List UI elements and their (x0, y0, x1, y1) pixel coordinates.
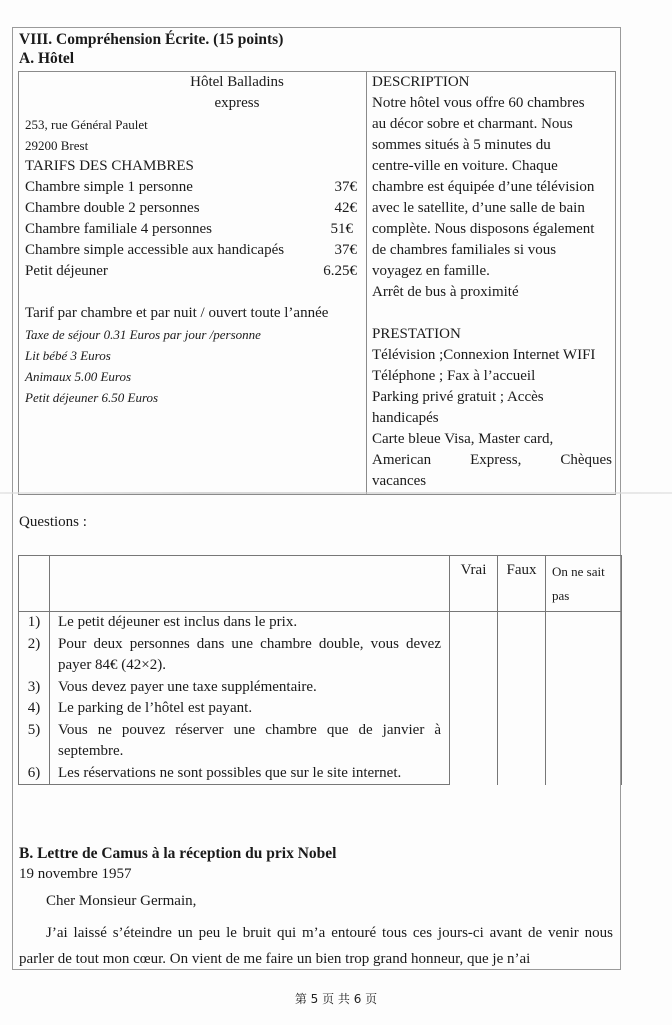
exam-section-box (12, 27, 621, 970)
description-line: voyagez en famille. (372, 263, 490, 279)
rate-note: Tarif par chambre et par nuit / ouvert toute l’année (25, 305, 329, 321)
question-text: Le petit déjeuner est inclus dans le prix. (50, 612, 450, 634)
rate-price: 37€ (334, 179, 357, 195)
hotel-name (25, 72, 359, 114)
prestation-line: handicapés (372, 410, 439, 426)
question-row (19, 612, 622, 634)
extra-item: Lit bébé 3 Euros (25, 348, 111, 363)
question-text: Vous devez payer une taxe supplémentaire. (50, 677, 450, 699)
description-line: Arrêt de bus à proximité (372, 284, 519, 300)
rate-row (25, 219, 359, 240)
address-line1: 253, rue Général Paulet (25, 117, 148, 132)
section-title: VIII. Compréhension Écrite. (15 points) (19, 31, 284, 48)
header-num-cell (19, 556, 50, 612)
questions-label: Questions : (19, 514, 87, 530)
question-text: Vous ne pouvez réserver une chambre que de janvier à septembre. (50, 720, 450, 763)
rate-label: Chambre familiale 4 personnes (25, 221, 213, 237)
page-number: 第 5 页 共 6 页 (294, 992, 378, 1006)
rate-row (25, 240, 359, 261)
hotel-name-line2: express (214, 95, 260, 111)
rate-price: 42€ (334, 200, 357, 216)
description-line: de chambres familiales si vous (372, 242, 557, 258)
letter-salutation: Cher Monsieur Germain, (46, 893, 197, 909)
rate-price: 51€ (330, 221, 353, 237)
rate-row (25, 261, 359, 282)
part-a-title: A. Hôtel (19, 50, 75, 67)
extra-item: Taxe de séjour 0.31 Euros par jour /personne (25, 327, 261, 342)
description-line: au décor sobre et charmant. Nous (372, 116, 573, 132)
answer-vrai-cell[interactable] (450, 612, 498, 785)
question-text: Pour deux personnes dans une chambre double, vous devez payer 84€ (42×2). (50, 634, 450, 677)
answer-on-ne-sait-pas-cell[interactable] (546, 612, 622, 785)
header-on-ne-sait-pas: On ne sait pas (546, 556, 622, 612)
rate-label: Chambre double 2 personnes (25, 200, 200, 216)
prestation-line: Parking privé gratuit ; Accès (372, 389, 544, 405)
question-number: 6) (19, 763, 50, 785)
description-title: DESCRIPTION (372, 74, 470, 90)
questions-header-row (19, 556, 622, 612)
letter-body: J’ai laissé s’éteindre un peu le bruit qui m’a entouré tous ces jours-ci avant de venir nous parler de tout mon cœur. On vient de me faire un bien trop grand honneur, que je n’ai (19, 925, 613, 967)
column-divider (366, 72, 367, 494)
description-line: chambre est équipée d’une télévision (372, 179, 595, 195)
hotel-description-column (372, 72, 612, 492)
question-text: Les réservations ne sont possibles que sur le site internet. (50, 763, 450, 785)
rate-label: Petit déjeuner (25, 263, 108, 279)
description-line: complète. Nous disposons également (372, 221, 595, 237)
prestation-line: Télévision ;Connexion Internet WIFI (372, 347, 596, 363)
prestation-line: vacances (372, 473, 427, 489)
prestation-word: Express, (470, 452, 522, 468)
hotel-info-table (18, 71, 616, 495)
rates-title: TARIFS DES CHAMBRES (25, 158, 194, 174)
question-number: 1) (19, 612, 50, 634)
description-line: avec le satellite, d’une salle de bain (372, 200, 585, 216)
header-vrai: Vrai (450, 556, 498, 612)
rate-label: Chambre simple 1 personne (25, 179, 193, 195)
description-line: sommes situés à 5 minutes du (372, 137, 551, 153)
part-b-title: B. Lettre de Camus à la réception du prix Nobel (19, 845, 337, 862)
question-number: 2) (19, 634, 50, 677)
description-line: Notre hôtel vous offre 60 chambres (372, 95, 585, 111)
question-number: 5) (19, 720, 50, 763)
paper-fold-line (0, 492, 672, 494)
answer-faux-cell[interactable] (498, 612, 546, 785)
extra-item: Animaux 5.00 Euros (25, 369, 132, 384)
header-text-cell (50, 556, 450, 612)
hotel-rates-column (25, 72, 359, 408)
prestation-word: Chèques (560, 452, 612, 468)
question-number: 4) (19, 698, 50, 720)
questions-table (18, 555, 622, 785)
prestation-title: PRESTATION (372, 326, 461, 342)
prestation-line: Carte bleue Visa, Master card, (372, 431, 554, 447)
question-text: Le parking de l’hôtel est payant. (50, 698, 450, 720)
rate-label: Chambre simple accessible aux handicapés (25, 242, 285, 258)
prestation-word: American (372, 452, 432, 468)
rate-row (25, 198, 359, 219)
prestation-line: Téléphone ; Fax à l’accueil (372, 368, 536, 384)
description-line: centre-ville en voiture. Chaque (372, 158, 558, 174)
question-number: 3) (19, 677, 50, 699)
rate-price: 6.25€ (323, 263, 357, 279)
letter-date: 19 novembre 1957 (19, 866, 132, 882)
header-faux: Faux (498, 556, 546, 612)
prestation-line-justified (372, 450, 612, 471)
rate-row (25, 177, 359, 198)
extra-item: Petit déjeuner 6.50 Euros (25, 390, 159, 405)
rate-price: 37€ (334, 242, 357, 258)
rates-list (25, 177, 359, 282)
hotel-name-line1: Hôtel Balladins (190, 74, 284, 90)
address-line2: 29200 Brest (25, 138, 89, 153)
